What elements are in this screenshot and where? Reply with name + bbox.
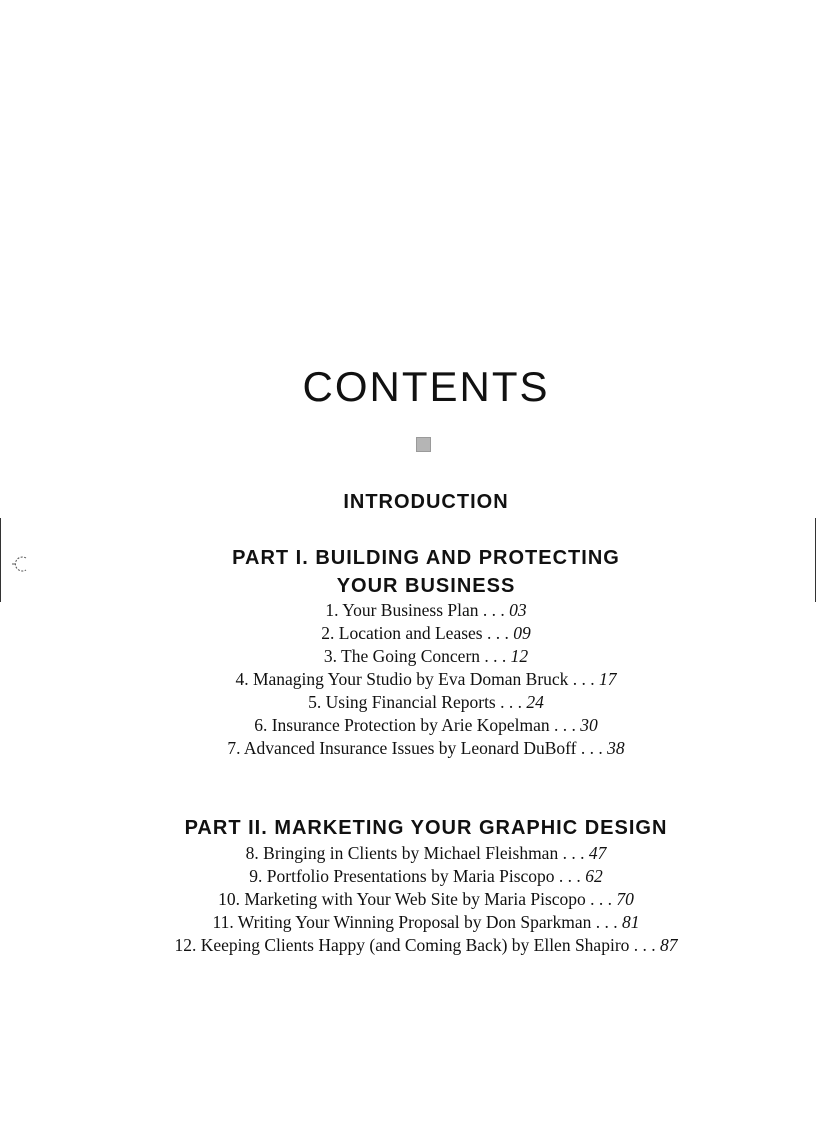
toc-entry-page: 62 [585,866,603,886]
page-title: CONTENTS [302,363,550,410]
toc-entry-9[interactable] [0,865,816,888]
toc-entry-5[interactable] [0,691,816,714]
toc-entry-title: 4. Managing Your Studio by Eva Doman Bruck . . . [235,669,600,689]
toc-entry-2[interactable] [0,622,816,645]
toc-entry-title: 11. Writing Your Winning Proposal by Don Sparkman . . . [212,912,623,932]
toc-entry-title: 5. Using Financial Reports . . . [308,692,527,712]
toc-entry-title: 2. Location and Leases . . . [321,623,514,643]
toc-entry-3[interactable] [0,645,816,668]
toc-entry-8[interactable] [0,842,816,865]
toc-entry-1[interactable] [0,599,816,622]
toc-entry-page: 70 [616,889,634,909]
toc-entry-10[interactable] [0,888,816,911]
toc-entry-page: 47 [588,843,607,863]
toc-entry-page: 30 [580,715,598,735]
toc-entry-title: 7. Advanced Insurance Issues by Leonard DuBoff . . . [227,738,608,758]
toc-entry-6[interactable] [0,714,816,737]
toc-entry-page: 12 [510,646,529,666]
toc-entry-title: 9. Portfolio Presentations by Maria Piscopo . . . [249,866,586,886]
part-1-heading-line-1: PART I. BUILDING AND PROTECTING [232,547,620,569]
toc-entry-title: 10. Marketing with Your Web Site by Maria Piscopo . . . [218,889,617,909]
toc-entry-page: 09 [513,623,531,643]
toc-entry-title: 1. Your Business Plan . . . [325,600,510,620]
part-2-entry-list [0,842,816,957]
part-2-heading: PART II. MARKETING YOUR GRAPHIC DESIGN [184,817,668,839]
toc-entry-page: 38 [607,738,625,758]
toc-entry-11[interactable] [0,911,816,934]
toc-entry-page: 81 [622,912,640,932]
part-1-heading-line-2: YOUR BUSINESS [336,575,516,597]
toc-entry-12[interactable] [0,934,816,957]
toc-entry-page: 24 [526,692,544,712]
toc-entry-4[interactable] [0,668,816,691]
title-ornament [416,437,431,452]
toc-entry-page: 03 [509,600,527,620]
toc-entry-7[interactable] [0,737,816,760]
toc-entry-title: 3. The Going Concern . . . [323,646,511,666]
toc-entry-title: 8. Bringing in Clients by Michael Fleishman . . . [245,843,589,863]
introduction-heading: INTRODUCTION [343,491,509,513]
part-1-entry-list [0,599,816,760]
toc-entry-page: 87 [660,935,678,955]
toc-entry-title: 12. Keeping Clients Happy (and Coming Back) by Ellen Shapiro . . . [174,935,661,955]
toc-entry-title: 6. Insurance Protection by Arie Kopelman . . . [254,715,581,735]
toc-entry-page: 17 [599,669,617,689]
